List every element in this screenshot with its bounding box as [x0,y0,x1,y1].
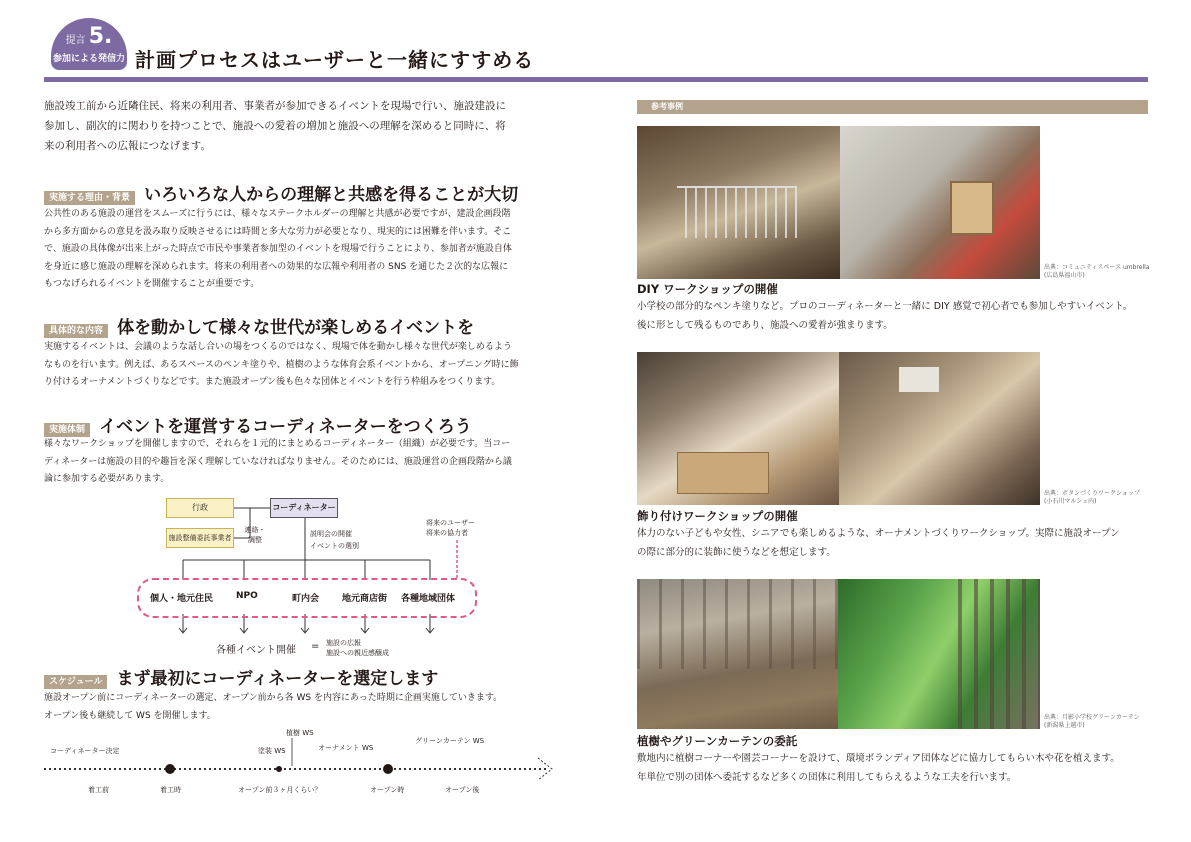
section-heading: 体を動かして様々な世代が楽しめるイベントを [117,318,475,338]
intro-line: 参加し、副次的に関わりを持つことで、施設への愛着の増加と施設への理解を深めると同時に、将 [44,120,506,132]
ornament-photo-2 [839,352,1040,505]
section-tag: スケジュール [44,675,107,689]
body-line: を身近に感じ施設の理解を深められます。将来の利用者への効果的な広報や利用者の SNS を通じた２次的な広報に [44,261,509,272]
participant-residents: 個人・地元住民 [150,594,214,604]
timeline-coordinator: コーディネーター決定 [50,747,120,755]
case-line: 後に形として残るものであり、施設への愛着が強まります。 [637,320,893,331]
intro-line: 施設竣工前から近隣住民、将来の利用者、事業者が参加できるイベントを現場で行い、施設建設に [44,100,506,112]
diy-credit: 出典：コミュニティスペース umbrella (広島県福山市) [1044,264,1150,279]
case-line: 敷地内に植樹コーナーや園芸コーナーを設けて、環境ボランディア団体などに協力してもらい木や花を植えます。 [637,753,1120,764]
future-user-label: 将来のユーザー 将来の協力者 [426,519,475,537]
timeline-planting-ws: 植樹 WS [286,729,314,737]
section-tag: 実施する理由・背景 [44,191,135,205]
badge-number: 5. [88,24,113,49]
participant-neighborhood: 町内会 [292,594,320,604]
ornament-photo-1 [637,352,839,505]
ornament-title: 飾り付けワークショップの開催 [637,509,798,523]
participant-npo: NPO [236,591,258,601]
briefing-label: 説明会の開催 イベントの選別 [310,530,359,550]
timeline-after-opening: オープン後 [445,786,480,794]
body-line: 様々なワークショップを開催しますので、それらを１元的にまとめるコーディネーター（組織）が必要です。当コー [44,439,511,449]
section-tag: 具体的な内容 [44,324,108,338]
badge-label: 提言 [65,35,86,46]
diy-title: DIY ワークショップの開催 [637,282,778,296]
planting-description [637,749,1157,787]
case-line: 小学校の部分的なペンキ塗りなど。プロのコーディネーターと一緒に DIY 感覚で初心者でも参加しやすいイベント。 [637,301,1133,312]
diy-photo-1 [637,126,840,279]
intro-line: 来の利用者への広報につなげます。 [44,140,211,152]
body-line: 論に参加する必要があります。 [44,474,170,484]
reference-cases-label: 参考事例 [651,102,683,111]
equals-sign: = [311,641,320,652]
body-line: り付けるオーナメントづくりなどです。また施設オープン後も色々な団体とイベントを行う枠組みをつくります。 [44,377,501,387]
page-title: 計画プロセスはユーザーと一緒にすすめる [135,48,535,72]
planting-title: 植樹やグリーンカーテンの委託 [637,734,798,748]
section-tag: 実施体制 [44,423,90,437]
body-line: ディネーターは施設の目的や趣旨を深く理解していなければなりません。そのためには、施設運営の企画段階から議 [44,456,512,467]
case-line: 体力のない子どもや女性、シニアでも楽しめるような、オーナメントづくりワークショップ。実際に施設オープン [637,528,1120,539]
timeline-paint-ws: 塗装 WS [258,747,286,755]
timeline-before-construction: 着工前 [88,786,109,794]
section-heading: いろいろな人からの理解と共感を得ることが大切 [144,185,519,205]
badge-subtitle: 参加による発信力 [52,54,125,64]
case-line: 年単位で別の団体へ委託するなど多くの団体に利用してもらえるような工夫を行います。 [637,772,1017,783]
case-line: の際に部分的に装飾に使うなどを想定します。 [637,547,836,558]
planting-photo-2 [838,579,1040,729]
timeline-construction: 着工時 [160,786,181,794]
body-line: オープン後も継続して WS を開催します。 [44,710,216,721]
body-line: 公共性のある施設の運営をスムーズに行うには、様々なステークホルダーの理解と共感が必要ですが、建設企画段階 [44,209,511,219]
body-line: なものを行います。例えば、あるスペースのペンキ塗りや、植樹のような体育会系イベントから、オープニング時に飾 [44,359,519,370]
contractor-box: 施設整備委託事業者 [166,528,234,548]
section-heading: まず最初にコーディネーターを選定します [116,669,439,689]
diy-description [637,297,1157,335]
event-label: 各種イベント開催 [216,645,296,656]
section-heading: イベントを運営するコーディネーターをつくろう [99,417,472,437]
coordinator-box: コーディネーター [270,498,338,518]
body-line: 施設オープン前にコーディネーターの選定、オープン前から各 WS を内容にあった時期に企画実施していきます。 [44,693,503,703]
ornament-credit: 出典：ボタンづくりワークショップ (小石川マルシェ内) [1044,490,1140,505]
timeline-3months: オープン前３ヶ月くらい？ [238,786,322,794]
diy-photo-2 [840,126,1040,279]
gyosei-box: 行政 [166,498,234,518]
ornament-description [637,524,1157,562]
body-line: 実施するイベントは、会議のような話し合いの場をつくるのではなく、現場で体を動かし様々な世代が楽しめるよう [44,342,512,352]
planting-photo-1 [637,579,838,729]
body-line: もつなげられるイベントを開催することが重要です。 [44,279,260,289]
participant-shops: 地元商店街 [342,594,388,604]
event-result: 施設の広報 施設への親近感醸成 [326,639,389,657]
timeline-greencurtain-ws: グリーンカーテン WS [415,737,485,745]
body-line: から多方面からの意見を汲み取り反映させるには時間と多大な労力が必要となり、現実的には困難を伴います。そこ [44,226,512,237]
reference-cases-bar [637,100,1148,114]
liaison-label: 連絡・ 調整 [244,526,266,544]
body-line: で、施設の具体像が出来上がった時点で市民や事業者参加型のイベントを現場で行うことにより、参加者が施設自体 [44,244,512,254]
timeline-opening: オープン時 [370,786,405,794]
participant-groups: 各種地域団体 [401,594,456,604]
timeline-ornament-ws: オーナメント WS [318,744,374,752]
planting-credit: 出典：月影小学校グリーンカーテン (新潟県上越市) [1044,714,1140,729]
